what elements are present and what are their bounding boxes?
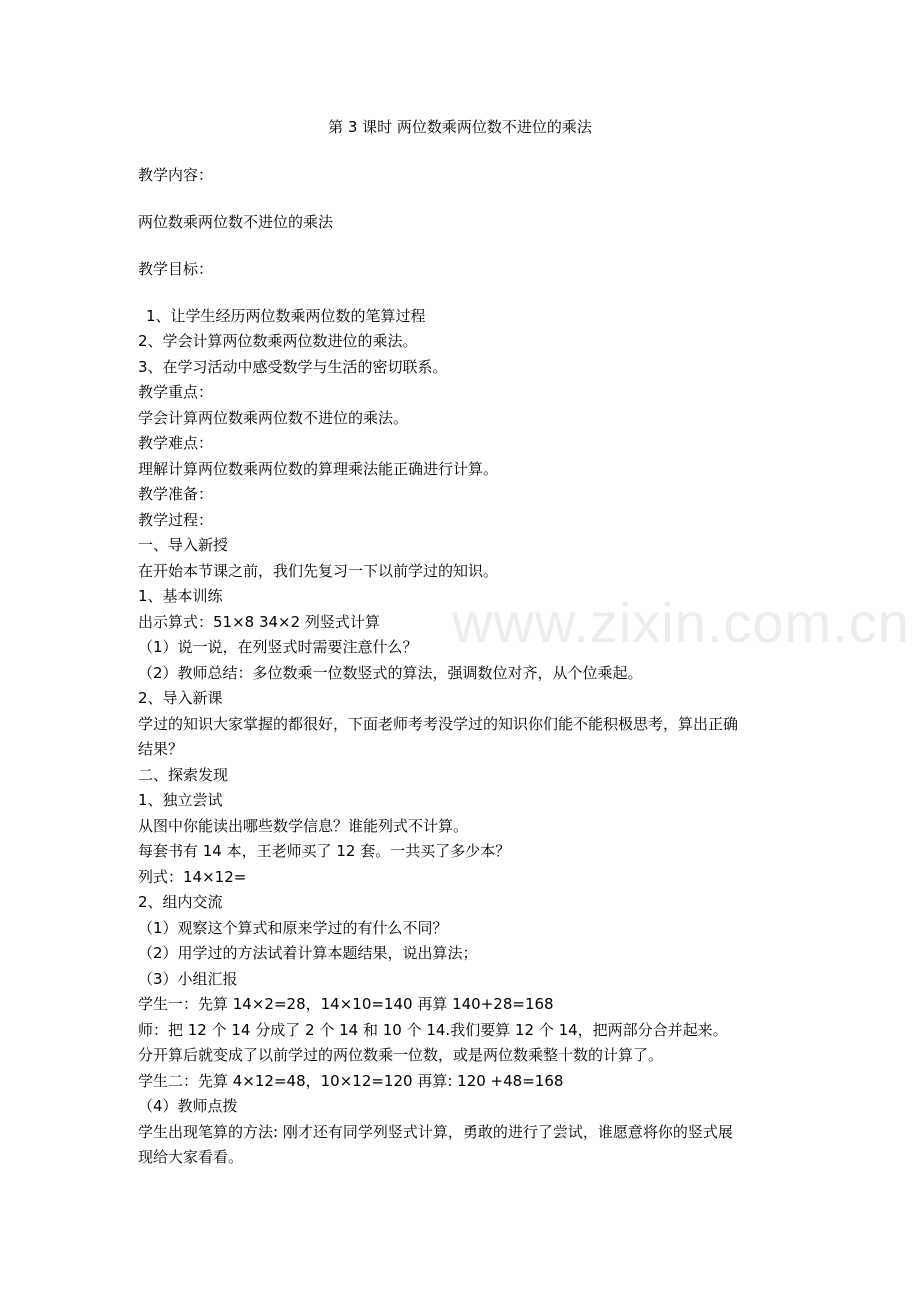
watermark: www.zixin.com.cn xyxy=(452,591,910,654)
list-item: 2、学会计算两位数乘两位数进位的乘法。 xyxy=(138,332,418,350)
body-text: 每套书有 14 本，王老师买了 12 套。一共买了多少本？ xyxy=(138,842,511,860)
body-text: 师：把 12 个 14 分成了 2 个 14 和 10 个 14.我们要算 12 个 14，把两部分合并起来。 xyxy=(138,1021,728,1039)
body-text: （1）观察这个算式和原来学过的有什么不同？ xyxy=(138,919,448,937)
list-item: 3、在学习活动中感受数学与生活的密切联系。 xyxy=(138,358,448,376)
section-heading: 二、探索发现 xyxy=(138,766,229,784)
body-text: 学生二：先算 4×12=48，10×12=120 再算: 120 +48=168 xyxy=(138,1072,564,1090)
section-heading: 教学过程： xyxy=(138,511,214,529)
section-heading: 教学目标： xyxy=(138,260,214,278)
section-heading: 2、组内交流 xyxy=(138,893,223,911)
section-heading: 一、导入新授 xyxy=(138,536,229,554)
body-text: 理解计算两位数乘两位数的算理乘法能正确进行计算。 xyxy=(138,460,499,478)
page-title: 第 3 课时 两位数乘两位数不进位的乘法 xyxy=(328,118,592,136)
list-item: 1、让学生经历两位数乘两位数的笔算过程 xyxy=(146,307,426,325)
body-text: （2）用学过的方法试着计算本题结果，说出算法； xyxy=(138,944,478,962)
body-text: 结果？ xyxy=(138,740,184,758)
body-text: 从图中你能读出哪些数学信息？谁能列式不计算。 xyxy=(138,817,469,835)
body-text: 学会计算两位数乘两位数不进位的乘法。 xyxy=(138,409,409,427)
body-text: 学生一：先算 14×2=28，14×10=140 再算 140+28=168 xyxy=(138,995,554,1013)
body-text: 学生出现笔算的方法: 刚才还有同学列竖式计算，勇敢的进行了尝试，谁愿意将你的竖式展 xyxy=(138,1123,733,1141)
body-text: 分开算后就变成了以前学过的两位数乘一位数，或是两位数乘整十数的计算了。 xyxy=(138,1046,664,1064)
section-heading: 教学内容： xyxy=(138,166,214,184)
body-text: （2）教师总结：多位数乘一位数竖式的算法，强调数位对齐，从个位乘起。 xyxy=(138,664,643,682)
section-heading: 教学准备： xyxy=(138,485,214,503)
body-text: （4）教师点拨 xyxy=(138,1097,238,1115)
body-text: 列式：14×12= xyxy=(138,868,247,886)
section-heading: 2、导入新课 xyxy=(138,689,223,707)
body-text: 出示算式：51×8 34×2 列竖式计算 xyxy=(138,613,380,631)
body-text: 两位数乘两位数不进位的乘法 xyxy=(138,213,334,231)
body-text: 学过的知识大家掌握的都很好，下面老师考考没学过的知识你们能不能积极思考，算出正确 xyxy=(138,715,739,733)
section-heading: 1、基本训练 xyxy=(138,587,223,605)
section-heading: 1、独立尝试 xyxy=(138,791,223,809)
body-text: （3）小组汇报 xyxy=(138,970,238,988)
body-text: 在开始本节课之前，我们先复习一下以前学过的知识。 xyxy=(138,562,499,580)
section-heading: 教学重点： xyxy=(138,383,214,401)
body-text: （1）说一说，在列竖式时需要注意什么？ xyxy=(138,638,418,656)
body-text: 现给大家看看。 xyxy=(138,1148,244,1166)
section-heading: 教学难点： xyxy=(138,434,214,452)
